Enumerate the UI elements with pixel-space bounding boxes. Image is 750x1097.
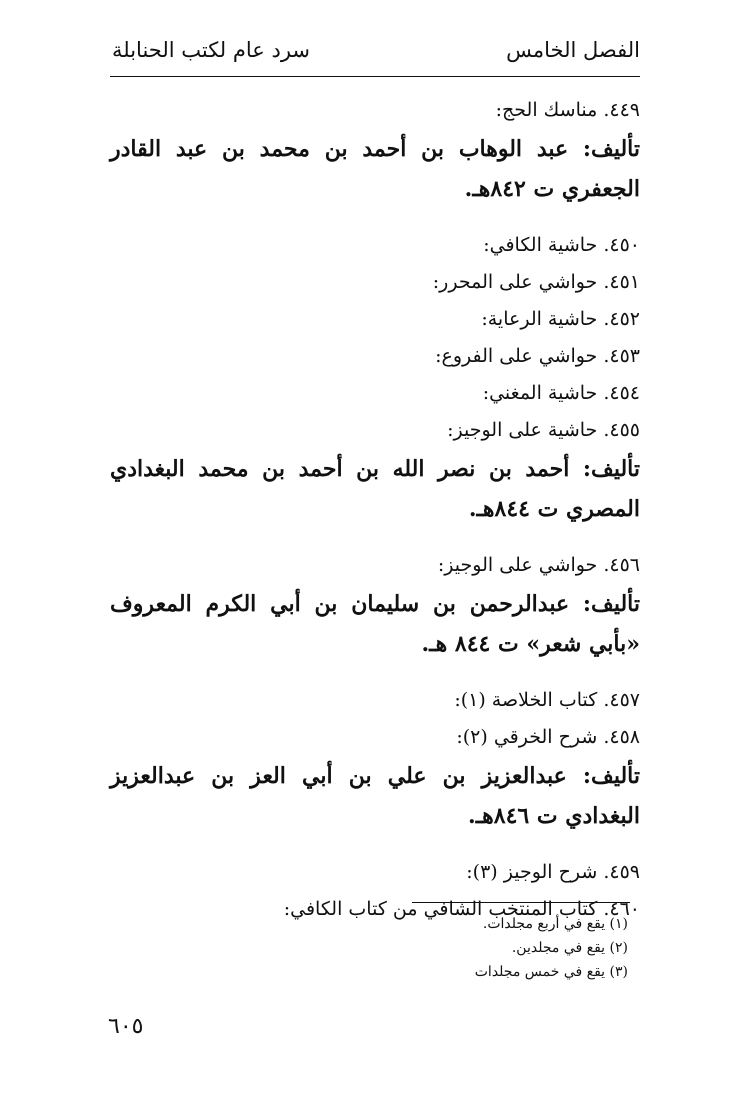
author-line: تأليف: عبدالرحمن بن سليمان بن أبي الكرم المعروف «بأبي شعر» ت ٨٤٤ هـ. — [110, 591, 640, 657]
footnote: (٣) يقع في خمس مجلدات — [474, 964, 628, 980]
chapter-title: الفصل الخامس — [506, 38, 640, 62]
list-entry: ٤٥٦. حواشي على الوجيز: — [437, 554, 640, 576]
header-rule — [110, 76, 640, 77]
list-entry: ٤٥٩. شرح الوجيز (٣): — [466, 861, 640, 883]
footnote-rule — [412, 902, 630, 903]
footnote: (١) يقع في أربع مجلدات. — [482, 916, 628, 932]
list-entry: ٤٥٨. شرح الخرقي (٢): — [456, 726, 640, 748]
list-entry: ٤٥١. حواشي على المحرر: — [432, 271, 640, 293]
author-line: تأليف: عبد الوهاب بن أحمد بن محمد بن عبد القادر الجعفري ت ٨٤٢هـ. — [110, 136, 640, 202]
list-entry: ٤٥٠. حاشية الكافي: — [483, 234, 640, 256]
page-number: ٦٠٥ — [108, 1014, 144, 1039]
list-entry: ٤٦٠. كتاب المنتخب الشافي من كتاب الكافي: — [283, 898, 640, 920]
list-entry: ٤٥٤. حاشية المغني: — [482, 382, 640, 404]
author-line: تأليف: أحمد بن نصر الله بن أحمد بن محمد البغدادي المصري ت ٨٤٤هـ. — [110, 456, 640, 522]
main-text — [110, 92, 640, 928]
footnotes — [475, 912, 628, 984]
book-title: سرد عام لكتب الحنابلة — [112, 38, 311, 62]
list-entry: ٤٥٧. كتاب الخلاصة (١): — [454, 689, 640, 711]
list-entry: ٤٤٩. مناسك الحج: — [495, 99, 640, 121]
footnote: (٢) يقع في مجلدين. — [511, 940, 628, 956]
author-line: تأليف: عبدالعزيز بن علي بن أبي العز بن عبدالعزيز البغدادي ت ٨٤٦هـ. — [110, 763, 640, 829]
list-entry: ٤٥٢. حاشية الرعاية: — [481, 308, 640, 330]
list-entry: ٤٥٥. حاشية على الوجيز: — [447, 419, 640, 441]
running-header — [112, 38, 640, 74]
list-entry: ٤٥٣. حواشي على الفروع: — [435, 345, 640, 367]
